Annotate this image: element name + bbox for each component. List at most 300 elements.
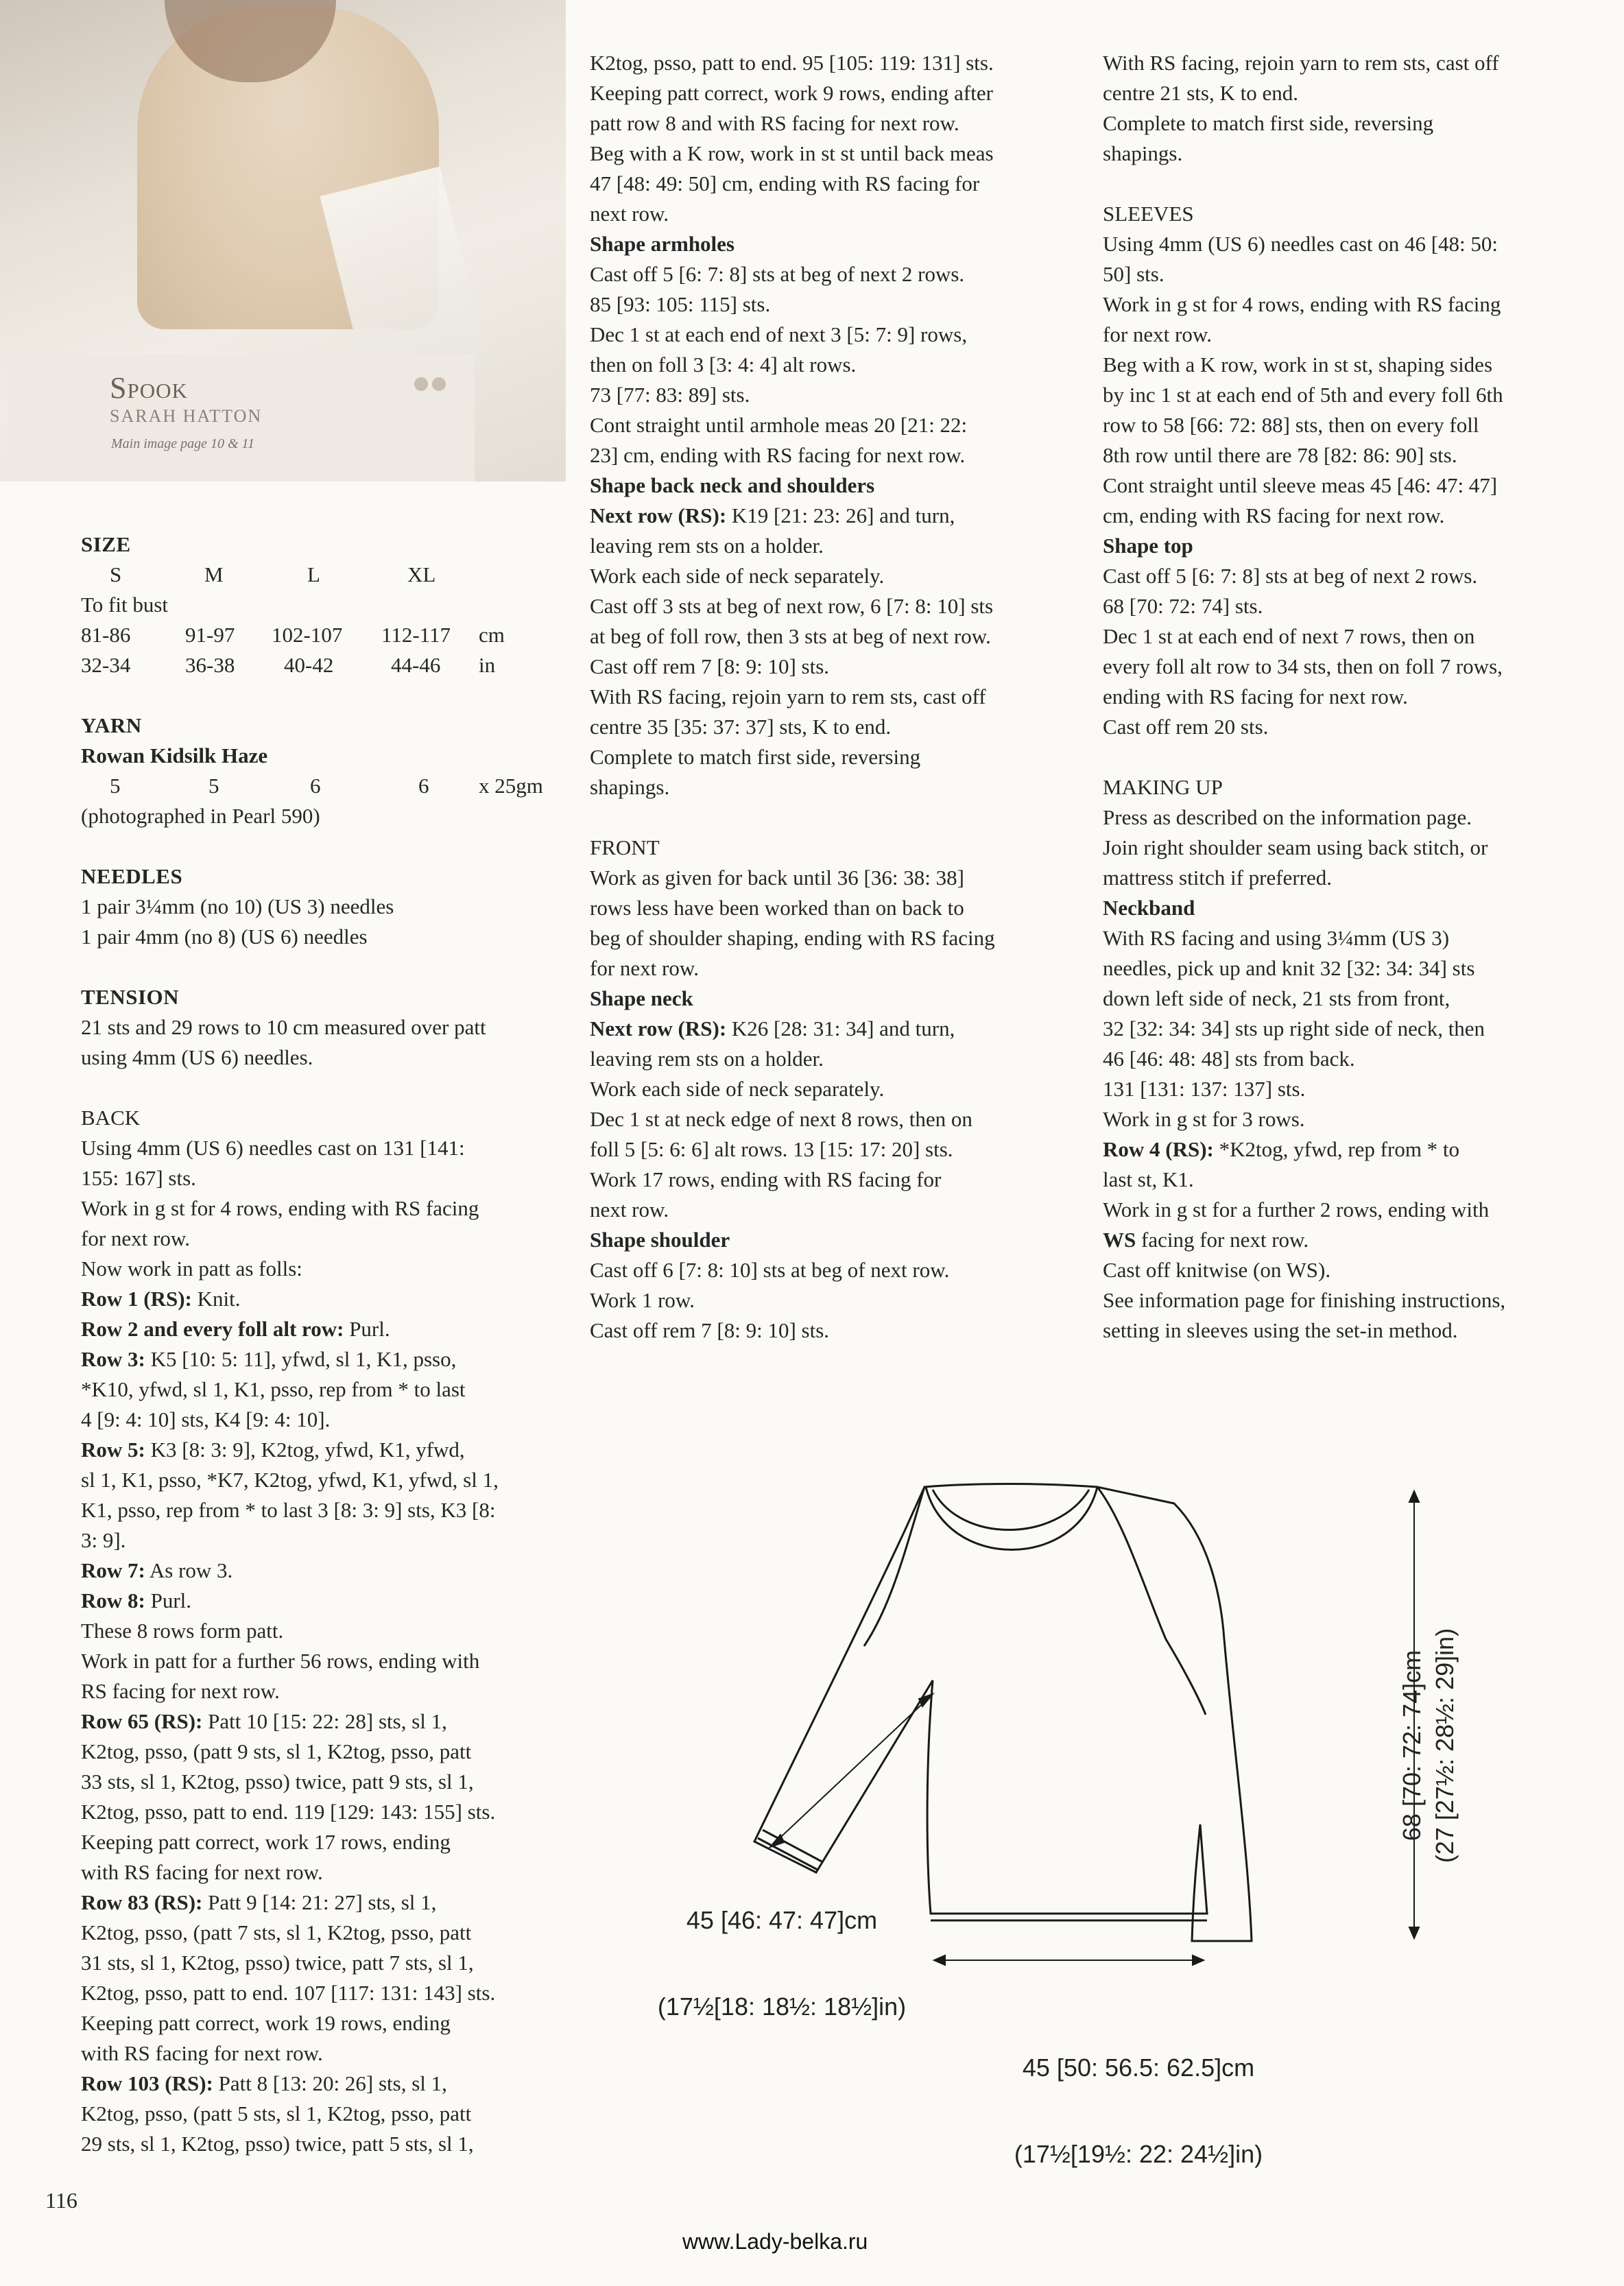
instruction-line	[590, 742, 1084, 772]
instruction-text: K5 [10: 5: 11], yfwd, sl 1, K1, psso,	[145, 1347, 457, 1371]
instruction-text: needles, pick up and knit 32 [32: 34: 34] sts	[1103, 956, 1475, 980]
instruction-text: K26 [28: 31: 34] and turn,	[726, 1016, 955, 1040]
pattern-title: Spook	[110, 371, 188, 405]
instruction-line	[1103, 1315, 1597, 1346]
instruction-text: 73 [77: 83: 89] sts.	[590, 383, 750, 407]
instruction-line	[590, 471, 1084, 501]
length-in: (27 [27½: 28½: 29]in)	[1431, 1628, 1459, 1864]
instruction-line	[1103, 471, 1597, 501]
instruction-text: with RS facing for next row.	[81, 2041, 323, 2065]
instruction-text: Cast off 5 [6: 7: 8] sts at beg of next 2 rows.	[1103, 564, 1478, 588]
instruction-line	[81, 1465, 575, 1495]
instruction-line	[81, 1224, 575, 1254]
instruction-text: 46 [46: 48: 48] sts from back.	[1103, 1047, 1355, 1071]
instruction-line	[81, 1978, 575, 2008]
instruction-text: 31 sts, sl 1, K2tog, psso) twice, patt 7 sts, sl 1,	[81, 1951, 474, 1975]
instruction-line	[81, 1254, 575, 1284]
sleeve-length-cm: 45 [46: 47: 47]cm	[686, 1906, 878, 1934]
image-reference: Main image page 10 & 11	[111, 436, 255, 451]
instruction-text: Now work in patt as folls:	[81, 1257, 302, 1281]
instruction-line	[81, 1525, 575, 1556]
instruction-text: cm, ending with RS facing for next row.	[1103, 503, 1445, 527]
instruction-text: See information page for finishing instructions,	[1103, 1288, 1506, 1312]
instruction-line	[1103, 1165, 1597, 1195]
instruction-text: Join right shoulder seam using back stitch, or	[1103, 835, 1488, 859]
column-2	[590, 48, 1084, 1346]
instruction-label: Row 103 (RS):	[81, 2071, 213, 2095]
instruction-label: Next row (RS):	[590, 1016, 727, 1040]
size-label: M	[204, 562, 224, 586]
sleeve-length-in: (17½[18: 18½: 18½]in)	[657, 1992, 907, 2021]
instruction-text: setting in sleeves using the set-in method.	[1103, 1318, 1458, 1342]
instruction-text: K19 [21: 23: 26] and turn,	[726, 503, 955, 527]
instruction-text: Work in g st for 4 rows, ending with RS facing	[81, 1196, 479, 1220]
instruction-line	[1103, 561, 1597, 591]
instruction-label: Next row (RS):	[590, 503, 727, 527]
instruction-line	[590, 1104, 1084, 1134]
instruction-line	[81, 1918, 575, 1948]
instruction-text: 68 [70: 72: 74] sts.	[1103, 594, 1263, 618]
instruction-line	[81, 2008, 575, 2038]
instruction-text: patt row 8 and with RS facing for next row.	[590, 111, 959, 135]
instruction-line	[1103, 440, 1597, 471]
instruction-line	[1103, 320, 1597, 350]
instruction-line	[81, 1827, 575, 1857]
instruction-line	[81, 1646, 575, 1676]
instruction-line	[590, 1165, 1084, 1195]
instruction-line	[1103, 833, 1597, 863]
instruction-line	[590, 682, 1084, 712]
instruction-line	[1103, 923, 1597, 953]
instruction-line	[81, 1405, 575, 1435]
instruction-text: K2tog, psso, patt to end. 119 [129: 143: 155] sts.	[81, 1800, 496, 1824]
instruction-label: Shape armholes	[590, 232, 735, 256]
instruction-line	[81, 1676, 575, 1706]
yarn-heading: YARN	[81, 713, 142, 737]
instruction-line	[1103, 108, 1597, 139]
unit-label: cm	[479, 623, 505, 647]
instruction-text: MAKING UP	[1103, 775, 1223, 799]
instruction-text: Complete to match first side, reversing	[590, 745, 921, 769]
instruction-text: With RS facing and using 3¼mm (US 3)	[1103, 926, 1450, 950]
instruction-line	[81, 1314, 575, 1344]
size-table	[81, 560, 575, 680]
instruction-line	[81, 1163, 575, 1193]
length-cm: 68 [70: 72: 74]cm	[1398, 1650, 1426, 1842]
instruction-line	[1103, 380, 1597, 410]
instruction-text: Keeping patt correct, work 19 rows, ending	[81, 2011, 451, 2035]
instruction-text: 85 [93: 105: 115] sts.	[590, 292, 771, 316]
instruction-line	[590, 78, 1084, 108]
instruction-text: 33 sts, sl 1, K2tog, psso) twice, patt 9 sts, sl 1,	[81, 1770, 474, 1794]
instruction-line	[590, 893, 1084, 923]
needles-line: 1 pair 4mm (no 8) (US 6) needles	[81, 925, 368, 949]
instruction-line	[1103, 802, 1597, 833]
instruction-line	[1103, 1014, 1597, 1044]
length-dimension	[1396, 1581, 1461, 1910]
instruction-line	[81, 2129, 575, 2159]
unit-label: in	[479, 653, 496, 677]
difficulty-dots-icon	[414, 377, 446, 391]
column-1	[81, 529, 575, 2159]
instruction-line	[1103, 48, 1597, 78]
instruction-line	[1103, 772, 1597, 802]
needles-heading: NEEDLES	[81, 864, 183, 888]
instruction-text: beg of shoulder shaping, ending with RS facing	[590, 926, 995, 950]
instruction-line	[1103, 229, 1597, 259]
instruction-text: Complete to match first side, reversing	[1103, 111, 1434, 135]
instruction-text: 131 [131: 137: 137] sts.	[1103, 1077, 1306, 1101]
instruction-line	[1103, 501, 1597, 531]
instruction-text: These 8 rows form patt.	[81, 1619, 284, 1643]
paragraph-gap	[1103, 169, 1597, 199]
instruction-line	[590, 712, 1084, 742]
instruction-text: Keeping patt correct, work 9 rows, ending after	[590, 81, 993, 105]
instruction-text: sl 1, K1, psso, *K7, K2tog, yfwd, K1, yfwd, sl 1,	[81, 1468, 499, 1492]
size-in-value: 32-34	[81, 653, 131, 677]
instruction-text: K2tog, psso, patt to end. 95 [105: 119: 131] sts.	[590, 51, 994, 75]
instruction-text: leaving rem sts on a holder.	[590, 534, 824, 558]
width-dimension	[960, 1996, 1317, 2198]
instruction-line	[81, 1435, 575, 1465]
instruction-line	[1103, 621, 1597, 652]
instruction-line	[1103, 199, 1597, 229]
instruction-text: Dec 1 st at each end of next 7 rows, then on	[1103, 624, 1475, 648]
instruction-line	[1103, 531, 1597, 561]
size-cm-value: 102-107	[272, 623, 343, 647]
instruction-text: down left side of neck, 21 sts from front,	[1103, 986, 1450, 1010]
instruction-text: for next row.	[81, 1226, 190, 1250]
instruction-text: As row 3.	[145, 1558, 233, 1582]
instruction-label: Row 5:	[81, 1438, 145, 1462]
yarn-name: Rowan Kidsilk Haze	[81, 743, 268, 767]
instruction-line	[590, 1134, 1084, 1165]
instruction-line	[81, 1616, 575, 1646]
size-label: S	[110, 562, 122, 586]
instruction-line	[81, 1888, 575, 1918]
width-in: (17½[19½: 22: 24½]in)	[1014, 2140, 1263, 2168]
instruction-text: *K2tog, yfwd, rep from * to	[1213, 1137, 1460, 1161]
needles-line: 1 pair 3¼mm (no 10) (US 3) needles	[81, 894, 394, 918]
instruction-text: Work 17 rows, ending with RS facing for	[590, 1167, 942, 1191]
instruction-line	[81, 1374, 575, 1405]
instruction-text: Cast off 6 [7: 8: 10] sts at beg of next row.	[590, 1258, 950, 1282]
instruction-line	[590, 863, 1084, 893]
instruction-label: Row 1 (RS):	[81, 1287, 192, 1311]
instruction-line	[590, 833, 1084, 863]
instruction-line	[1103, 1104, 1597, 1134]
instruction-text: With RS facing, rejoin yarn to rem sts, cast off	[1103, 51, 1499, 75]
instruction-text: Work each side of neck separately.	[590, 564, 885, 588]
instruction-text: Cast off 5 [6: 7: 8] sts at beg of next 2 rows.	[590, 262, 965, 286]
instruction-line	[590, 169, 1084, 199]
instruction-text: SLEEVES	[1103, 202, 1194, 226]
instruction-line	[1103, 863, 1597, 893]
instruction-label: Row 3:	[81, 1347, 145, 1371]
instruction-text: Beg with a K row, work in st st, shaping sides	[1103, 353, 1493, 377]
instruction-text: Purl.	[145, 1588, 192, 1612]
instruction-line	[590, 1074, 1084, 1104]
instruction-label: Row 8:	[81, 1588, 145, 1612]
paragraph-gap	[590, 802, 1084, 833]
instruction-line	[590, 48, 1084, 78]
instruction-line	[81, 1556, 575, 1586]
instruction-label: Row 4 (RS):	[1103, 1137, 1214, 1161]
instruction-line	[590, 199, 1084, 229]
instruction-label: Neckband	[1103, 896, 1195, 920]
instruction-text: Beg with a K row, work in st st until back meas	[590, 141, 994, 165]
instruction-text: mattress stitch if preferred.	[1103, 866, 1332, 890]
instruction-text: for next row.	[590, 956, 699, 980]
instruction-text: 3: 9].	[81, 1528, 126, 1552]
instruction-text: 155: 167] sts.	[81, 1166, 196, 1190]
instruction-line	[590, 1044, 1084, 1074]
instruction-text: 47 [48: 49: 50] cm, ending with RS facing for	[590, 171, 980, 195]
instruction-line	[1103, 1134, 1597, 1165]
instruction-text: Work in g st for 3 rows.	[1103, 1107, 1305, 1131]
designer-name: SARAH HATTON	[110, 406, 263, 426]
size-in-value: 40-42	[284, 653, 334, 677]
yarn-qty: 5	[110, 774, 121, 798]
instruction-line	[1103, 289, 1597, 320]
instruction-text: K1, psso, rep from * to last 3 [8: 3: 9] sts, K3 [8:	[81, 1498, 496, 1522]
yarn-qty: 5	[208, 774, 219, 798]
instruction-label: Shape back neck and shoulders	[590, 473, 875, 497]
instruction-line	[1103, 1044, 1597, 1074]
instruction-label: Shape top	[1103, 534, 1193, 558]
instruction-text: rows less have been worked than on back to	[590, 896, 964, 920]
instruction-line	[1103, 1255, 1597, 1285]
instruction-line	[590, 1315, 1084, 1346]
sleeve-length-dimension	[628, 1848, 936, 2050]
instruction-text: Keeping patt correct, work 17 rows, ending	[81, 1830, 451, 1854]
instruction-text: Work in patt for a further 56 rows, ending with	[81, 1649, 480, 1673]
instruction-line	[590, 289, 1084, 320]
instruction-line	[590, 380, 1084, 410]
back-instructions	[81, 1133, 575, 2159]
instruction-line	[590, 139, 1084, 169]
instruction-line	[590, 259, 1084, 289]
instruction-text: Cast off knitwise (on WS).	[1103, 1258, 1331, 1282]
instruction-text: Cast off rem 7 [8: 9: 10] sts.	[590, 654, 830, 678]
instruction-text: ending with RS facing for next row.	[1103, 684, 1408, 709]
yarn-qty: 6	[310, 774, 321, 798]
instruction-text: 32 [32: 34: 34] sts up right side of neck, then	[1103, 1016, 1485, 1040]
instruction-text: Patt 8 [13: 20: 26] sts, sl 1,	[213, 2071, 447, 2095]
instruction-text: Dec 1 st at neck edge of next 8 rows, then on	[590, 1107, 972, 1131]
back-heading: BACK	[81, 1106, 141, 1130]
instruction-text: Cont straight until armhole meas 20 [21: 22:	[590, 413, 968, 437]
instruction-line	[81, 1857, 575, 1888]
instruction-text: for next row.	[1103, 322, 1212, 346]
instruction-label: WS	[1103, 1228, 1136, 1252]
instruction-text: K2tog, psso, (patt 7 sts, sl 1, K2tog, psso, patt	[81, 1920, 472, 1944]
size-label: L	[307, 562, 320, 586]
instruction-text: Work each side of neck separately.	[590, 1077, 885, 1101]
instruction-text: Knit.	[191, 1287, 241, 1311]
instruction-text: Purl.	[344, 1317, 390, 1341]
instruction-text: RS facing for next row.	[81, 1679, 280, 1703]
instruction-text: leaving rem sts on a holder.	[590, 1047, 824, 1071]
instruction-text: by inc 1 st at each end of 5th and every foll 6th	[1103, 383, 1503, 407]
instruction-line	[1103, 652, 1597, 682]
footer-url: www.Lady-belka.ru	[682, 2229, 868, 2254]
instruction-label: Shape shoulder	[590, 1228, 730, 1252]
instruction-line	[1103, 1074, 1597, 1104]
instruction-line	[590, 410, 1084, 440]
instruction-line	[590, 561, 1084, 591]
yarn-note: (photographed in Pearl 590)	[81, 804, 320, 828]
instruction-text: Patt 9 [14: 21: 27] sts, sl 1,	[202, 1890, 437, 1914]
instruction-text: 29 sts, sl 1, K2tog, psso) twice, patt 5 sts, sl 1,	[81, 2132, 474, 2156]
instruction-text: centre 35 [35: 37: 37] sts, K to end.	[590, 715, 892, 739]
width-cm: 45 [50: 56.5: 62.5]cm	[1022, 2053, 1255, 2082]
instruction-line	[590, 1014, 1084, 1044]
instruction-line	[81, 1284, 575, 1314]
instruction-line	[590, 923, 1084, 953]
instruction-line	[81, 2099, 575, 2129]
to-fit-label: To fit bust	[81, 593, 168, 617]
instruction-text: Cast off rem 20 sts.	[1103, 715, 1269, 739]
instruction-text: foll 5 [5: 6: 6] alt rows. 13 [15: 17: 20] sts.	[590, 1137, 953, 1161]
instruction-text: with RS facing for next row.	[81, 1860, 323, 1884]
instruction-text: centre 21 sts, K to end.	[1103, 81, 1298, 105]
instruction-text: shapings.	[590, 775, 670, 799]
instruction-label: Row 7:	[81, 1558, 145, 1582]
instruction-text: every foll alt row to 34 sts, then on foll 7 rows,	[1103, 654, 1503, 678]
instruction-line	[590, 984, 1084, 1014]
instruction-text: 50] sts.	[1103, 262, 1165, 286]
instruction-text: K2tog, psso, patt to end. 107 [117: 131: 143] sts.	[81, 1981, 496, 2005]
instruction-line	[1103, 893, 1597, 923]
column-3	[1103, 48, 1597, 1346]
instruction-line	[590, 320, 1084, 350]
instruction-line	[1103, 1195, 1597, 1225]
instruction-line	[1103, 984, 1597, 1014]
instruction-text: next row.	[590, 1198, 669, 1222]
instruction-text: Cast off rem 7 [8: 9: 10] sts.	[590, 1318, 830, 1342]
instruction-line	[81, 1193, 575, 1224]
instruction-line	[1103, 259, 1597, 289]
instruction-label: Shape neck	[590, 986, 693, 1010]
instruction-line	[590, 440, 1084, 471]
instruction-line	[1103, 591, 1597, 621]
yarn-qty: 6	[418, 774, 429, 798]
tension-line: 21 sts and 29 rows to 10 cm measured over patt	[81, 1015, 486, 1039]
instruction-text: *K10, yfwd, sl 1, K1, psso, rep from * to last	[81, 1377, 466, 1401]
instruction-text: 23] cm, ending with RS facing for next row.	[590, 443, 966, 467]
page-number: 116	[45, 2188, 77, 2213]
instruction-text: at beg of foll row, then 3 sts at beg of next row.	[590, 624, 991, 648]
instruction-line	[1103, 953, 1597, 984]
tension-line: using 4mm (US 6) needles.	[81, 1045, 313, 1069]
instruction-line	[590, 108, 1084, 139]
instruction-text: shapings.	[1103, 141, 1183, 165]
instruction-text: Work 1 row.	[590, 1288, 695, 1312]
instruction-text: Press as described on the information page.	[1103, 805, 1472, 829]
size-label: XL	[407, 562, 436, 586]
instruction-line	[1103, 1225, 1597, 1255]
instruction-line	[1103, 78, 1597, 108]
instruction-text: FRONT	[590, 835, 660, 859]
instruction-line	[1103, 350, 1597, 380]
instruction-line	[1103, 410, 1597, 440]
instruction-label: Row 2 and every foll alt row:	[81, 1317, 344, 1341]
instruction-text: Cast off 3 sts at beg of next row, 6 [7: 8: 10] sts	[590, 594, 994, 618]
instruction-line	[81, 1344, 575, 1374]
instruction-line	[590, 1195, 1084, 1225]
instruction-text: 8th row until there are 78 [82: 86: 90] sts.	[1103, 443, 1457, 467]
instruction-line	[1103, 139, 1597, 169]
size-in-value: 36-38	[185, 653, 235, 677]
yarn-unit: x 25gm	[479, 774, 543, 798]
instruction-text: 4 [9: 4: 10] sts, K4 [9: 4: 10].	[81, 1407, 331, 1431]
instruction-line	[81, 1706, 575, 1737]
instruction-line	[590, 1285, 1084, 1315]
instruction-line	[590, 1225, 1084, 1255]
instruction-line	[590, 621, 1084, 652]
instruction-line	[81, 2069, 575, 2099]
size-cm-value: 91-97	[185, 623, 235, 647]
instruction-text: K2tog, psso, (patt 5 sts, sl 1, K2tog, psso, patt	[81, 2102, 472, 2126]
instruction-text: row to 58 [66: 72: 88] sts, then on every foll	[1103, 413, 1479, 437]
instruction-line	[1103, 682, 1597, 712]
instruction-text: With RS facing, rejoin yarn to rem sts, cast off	[590, 684, 986, 709]
instruction-line	[590, 229, 1084, 259]
instruction-line	[590, 591, 1084, 621]
instruction-text: Work in g st for a further 2 rows, ending with	[1103, 1198, 1490, 1222]
instruction-line	[590, 531, 1084, 561]
instruction-line	[590, 350, 1084, 380]
instruction-line	[590, 652, 1084, 682]
instruction-text: Work as given for back until 36 [36: 38: 38]	[590, 866, 964, 890]
instruction-text: Dec 1 st at each end of next 3 [5: 7: 9] rows,	[590, 322, 968, 346]
instruction-text: K2tog, psso, (patt 9 sts, sl 1, K2tog, psso, patt	[81, 1739, 472, 1763]
instruction-line	[1103, 1285, 1597, 1315]
instruction-line	[590, 1255, 1084, 1285]
instruction-line	[81, 1797, 575, 1827]
instruction-text: K3 [8: 3: 9], K2tog, yfwd, K1, yfwd,	[145, 1438, 465, 1462]
instruction-line	[81, 1133, 575, 1163]
instruction-text: Work in g st for 4 rows, ending with RS facing	[1103, 292, 1501, 316]
instruction-line	[1103, 712, 1597, 742]
instruction-line	[81, 1495, 575, 1525]
size-cm-value: 81-86	[81, 623, 131, 647]
paragraph-gap	[1103, 742, 1597, 772]
size-in-value: 44-46	[391, 653, 441, 677]
instruction-line	[590, 501, 1084, 531]
instruction-text: last st, K1.	[1103, 1167, 1194, 1191]
instruction-line	[81, 1737, 575, 1767]
instruction-text: facing for next row.	[1136, 1228, 1309, 1252]
instruction-text: Using 4mm (US 6) needles cast on 46 [48: 50:	[1103, 232, 1498, 256]
instruction-line	[81, 2038, 575, 2069]
instruction-line	[590, 953, 1084, 984]
instruction-label: Row 83 (RS):	[81, 1890, 203, 1914]
instruction-text: Using 4mm (US 6) needles cast on 131 [141:	[81, 1136, 465, 1160]
instruction-line	[81, 1948, 575, 1978]
instruction-line	[81, 1586, 575, 1616]
instruction-label: Row 65 (RS):	[81, 1709, 203, 1733]
instruction-text: Patt 10 [15: 22: 28] sts, sl 1,	[202, 1709, 447, 1733]
instruction-line	[81, 1767, 575, 1797]
size-heading: SIZE	[81, 532, 131, 556]
size-cm-value: 112-117	[381, 623, 451, 647]
yarn-quantity-row	[81, 771, 575, 801]
instruction-text: next row.	[590, 202, 669, 226]
instruction-text: then on foll 3 [3: 4: 4] alt rows.	[590, 353, 857, 377]
instruction-text: Cont straight until sleeve meas 45 [46: 47: 47]	[1103, 473, 1498, 497]
